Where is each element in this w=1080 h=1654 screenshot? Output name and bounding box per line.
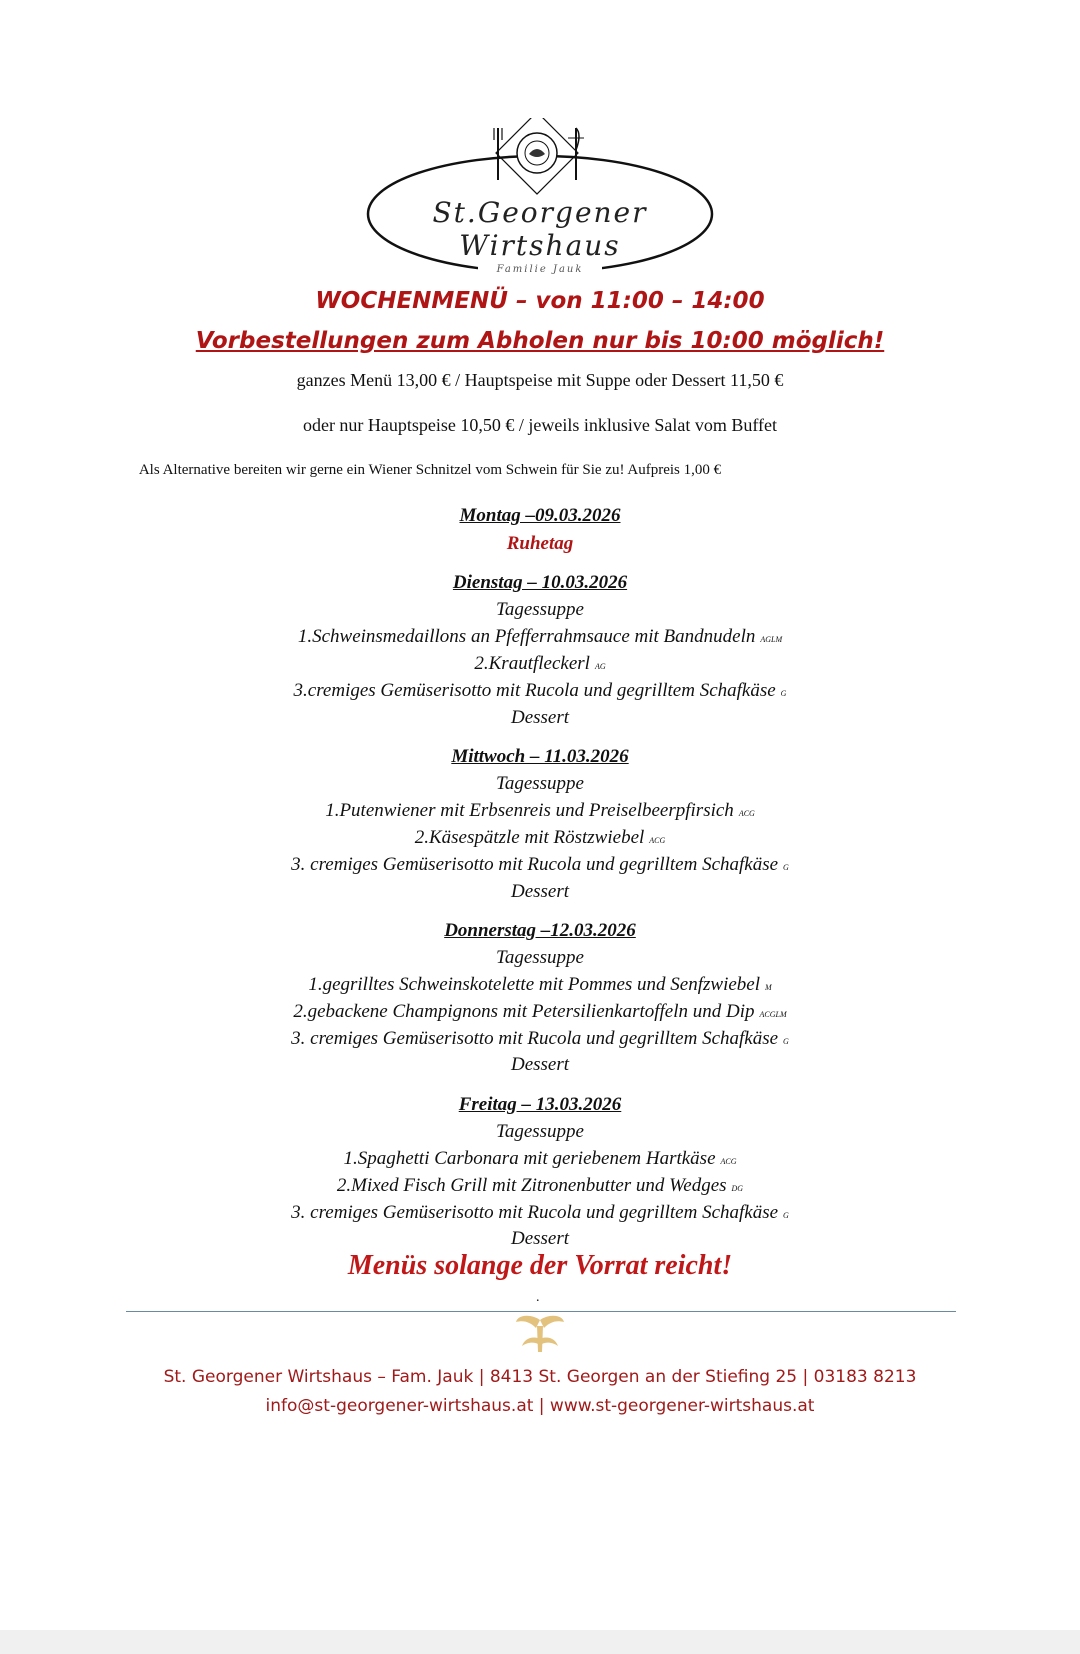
allergen-codes: acg bbox=[649, 832, 666, 846]
allergen-codes: acg bbox=[738, 805, 755, 819]
allergen-codes: m bbox=[765, 979, 772, 993]
allergen-codes: g bbox=[783, 1033, 789, 1047]
dish-text: 3.cremiges Gemüserisotto mit Rucola und gegrilltem Schafkäse bbox=[293, 680, 776, 701]
day-title-wednesday: Mittwoch – 11.03.2026 bbox=[451, 746, 629, 767]
dessert-friday: Dessert bbox=[510, 1228, 570, 1249]
dish-item bbox=[0, 626, 1080, 648]
dish-text: 2.Krautfleckerl bbox=[474, 653, 590, 674]
dish-text: 1.Putenwiener mit Erbsenreis und Preiselbeerpfirsich bbox=[325, 800, 734, 821]
logo-subline: Familie Jauk bbox=[496, 264, 584, 275]
dish-item bbox=[0, 1028, 1080, 1050]
soup-thursday: Tagessuppe bbox=[496, 947, 584, 968]
divider-dot: . bbox=[536, 1290, 540, 1305]
day-title-friday: Freitag – 13.03.2026 bbox=[458, 1094, 622, 1115]
price-line-2: oder nur Hauptspeise 10,50 € / jeweils inklusive Salat vom Buffet bbox=[302, 415, 778, 435]
soup-friday: Tagessuppe bbox=[496, 1121, 584, 1142]
preorder-notice: Vorbestellungen zum Abholen nur bis 10:00 möglich! bbox=[195, 328, 885, 354]
dish-text: 1.Spaghetti Carbonara mit geriebenem Hartkäse bbox=[343, 1148, 716, 1169]
dish-text: 3. cremiges Gemüserisotto mit Rucola und gegrilltem Schafkäse bbox=[291, 1202, 779, 1223]
soup-tuesday: Tagessuppe bbox=[496, 599, 584, 620]
dish-text: 3. cremiges Gemüserisotto mit Rucola und gegrilltem Schafkäse bbox=[291, 1028, 779, 1049]
day-title-tuesday: Dienstag – 10.03.2026 bbox=[452, 572, 628, 593]
allergen-codes: acg bbox=[720, 1153, 737, 1167]
footer-divider bbox=[126, 1311, 956, 1312]
dish-text: 1.gegrilltes Schweinskotelette mit Pommes und Senfzwiebel bbox=[308, 974, 760, 995]
dish-item bbox=[0, 1148, 1080, 1170]
allergen-codes: aglm bbox=[760, 631, 783, 645]
dessert-thursday: Dessert bbox=[510, 1054, 570, 1075]
dish-item bbox=[0, 974, 1080, 996]
alternative-note: Als Alternative bereiten wir gerne ein Wiener Schnitzel vom Schwein für Sie zu! Aufpreis 1,00 € bbox=[138, 462, 722, 478]
day-title-thursday: Donnerstag –12.03.2026 bbox=[444, 920, 636, 941]
dish-item bbox=[0, 854, 1080, 876]
price-line-1: ganzes Menü 13,00 € / Hauptspeise mit Suppe oder Dessert 11,50 € bbox=[296, 370, 784, 390]
allergen-codes: ag bbox=[594, 658, 606, 672]
dessert-tuesday: Dessert bbox=[510, 707, 570, 728]
bottom-strip bbox=[0, 1630, 1080, 1654]
closing-note: Menüs solange der Vorrat reicht! bbox=[347, 1250, 733, 1281]
dish-text: 2.Käsespätzle mit Röstzwiebel bbox=[414, 827, 645, 848]
dish-text: 1.Schweinsmedaillons an Pfefferrahmsauce mit Bandnudeln bbox=[297, 626, 756, 647]
allergen-codes: g bbox=[783, 1207, 789, 1221]
dish-item bbox=[0, 827, 1080, 849]
footer-contact: info@st-georgener-wirtshaus.at | www.st-georgener-wirtshaus.at bbox=[265, 1396, 815, 1416]
dish-item bbox=[0, 680, 1080, 702]
page-title: WOCHENMENÜ – von 11:00 – 14:00 bbox=[315, 288, 765, 314]
dessert-wednesday: Dessert bbox=[510, 881, 570, 902]
leaf-ornament-icon bbox=[510, 1314, 570, 1354]
day-note-monday: Ruhetag bbox=[506, 533, 574, 554]
logo-wordmark: St.Georgener Wirtshaus bbox=[432, 196, 648, 262]
footer-address: St. Georgener Wirtshaus – Fam. Jauk | 8413 St. Georgen an der Stiefing 25 | 03183 8213 bbox=[163, 1367, 917, 1387]
dish-item bbox=[0, 1202, 1080, 1224]
allergen-codes: dg bbox=[731, 1180, 744, 1194]
soup-wednesday: Tagessuppe bbox=[496, 773, 584, 794]
dish-text: 2.gebackene Champignons mit Petersilienkartoffeln und Dip bbox=[293, 1001, 755, 1022]
restaurant-logo bbox=[360, 118, 720, 288]
dish-item bbox=[0, 1001, 1080, 1023]
allergen-codes: acglm bbox=[759, 1006, 787, 1020]
dish-item bbox=[0, 1175, 1080, 1197]
dish-text: 2.Mixed Fisch Grill mit Zitronenbutter und Wedges bbox=[336, 1175, 727, 1196]
allergen-codes: g bbox=[783, 859, 789, 873]
day-title-monday: Montag –09.03.2026 bbox=[459, 505, 621, 526]
dish-item bbox=[0, 800, 1080, 822]
dish-text: 3. cremiges Gemüserisotto mit Rucola und gegrilltem Schafkäse bbox=[291, 854, 779, 875]
dish-item bbox=[0, 653, 1080, 675]
allergen-codes: g bbox=[780, 685, 787, 699]
